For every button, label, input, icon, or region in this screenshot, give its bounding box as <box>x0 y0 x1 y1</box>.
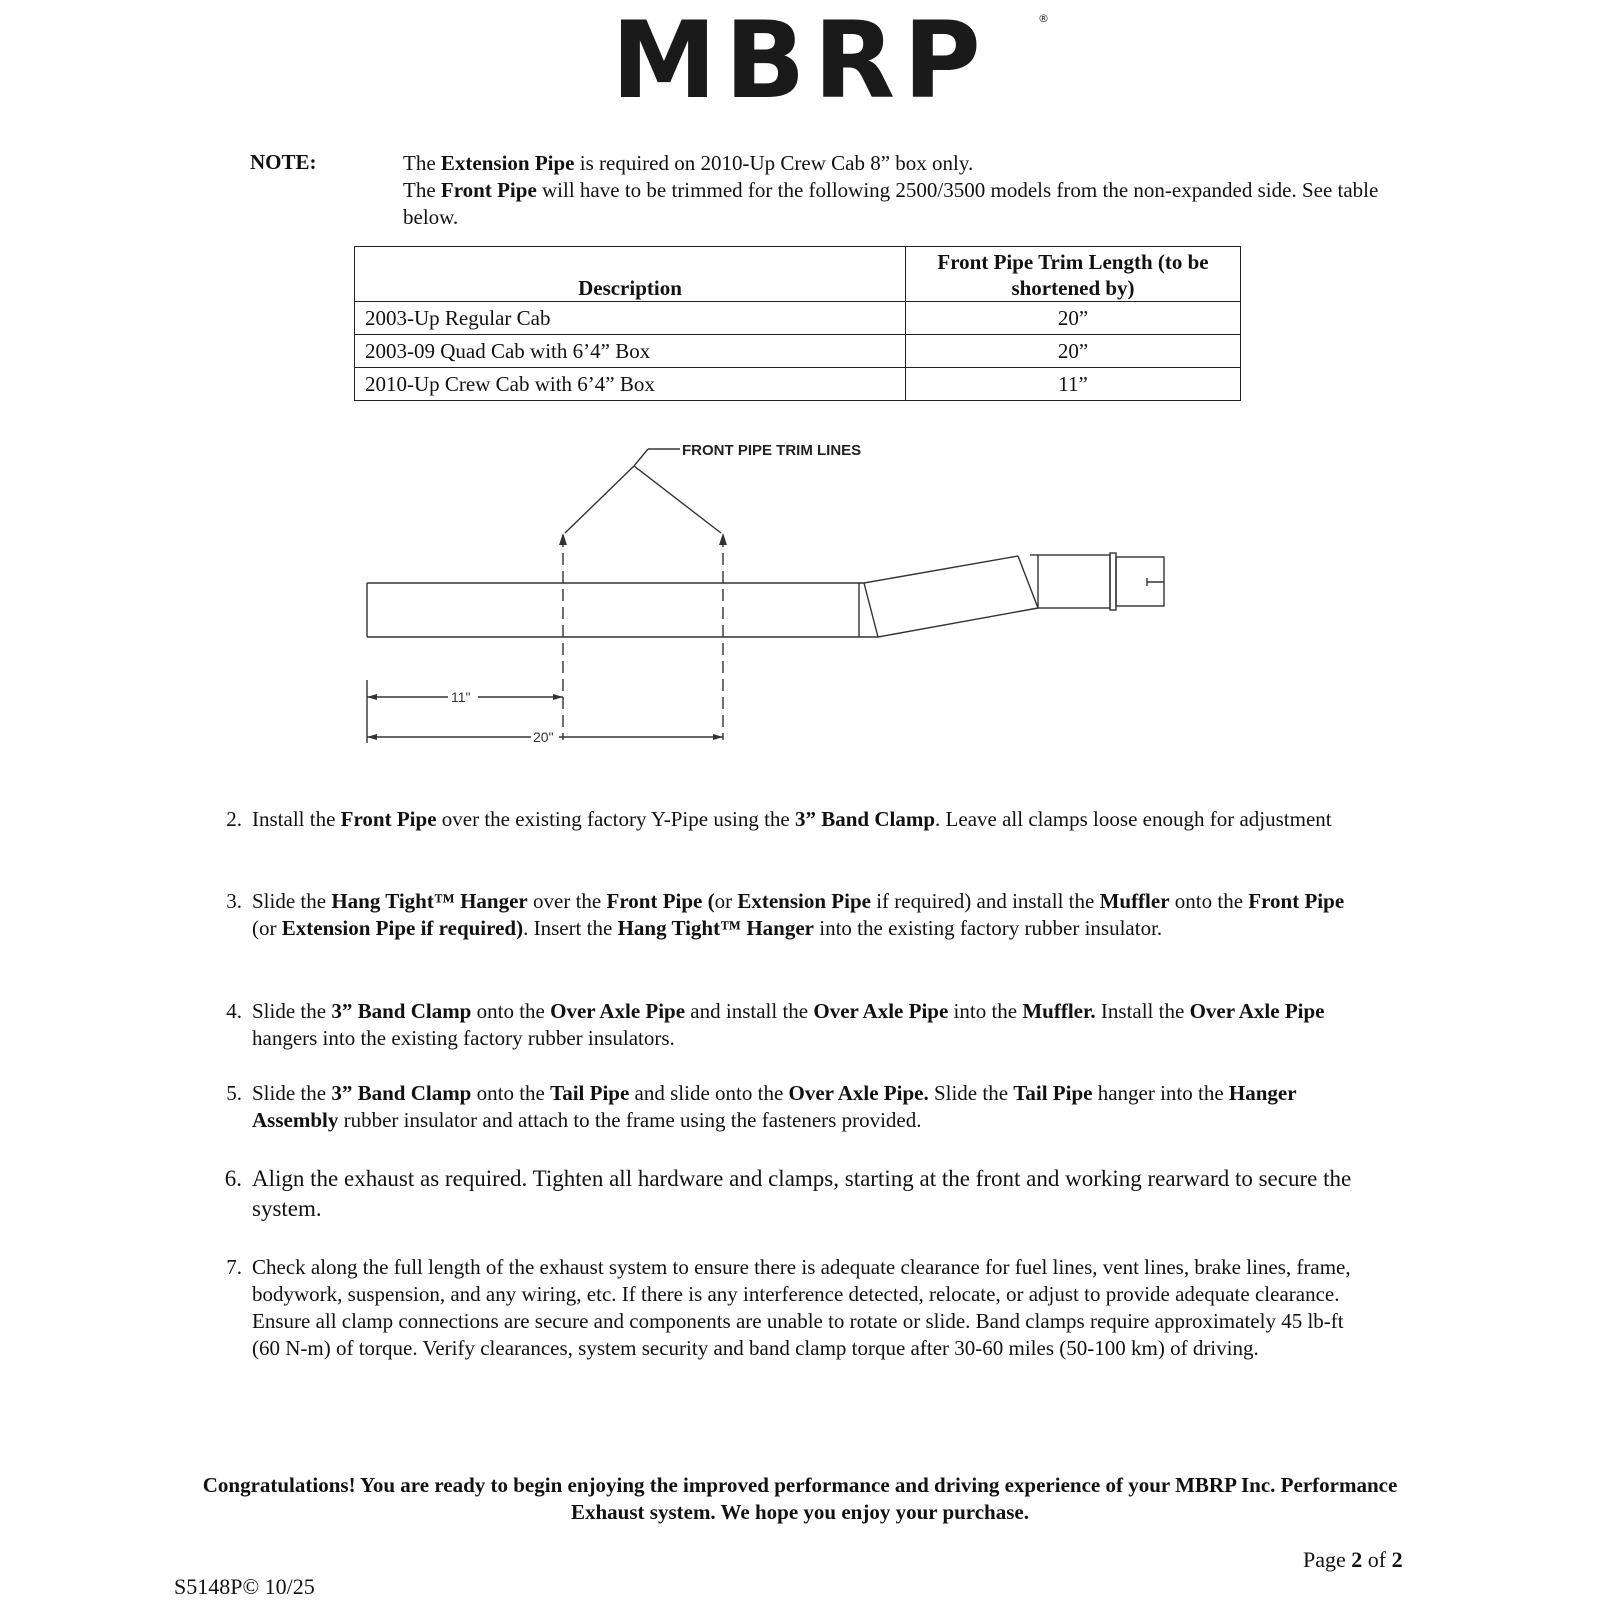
table-cell-description: 2010-Up Crew Cab with 6’4” Box <box>355 368 906 401</box>
table-row <box>355 368 1241 401</box>
front-pipe-diagram <box>0 430 1600 760</box>
document-id: S5148P© 10/25 <box>174 1574 315 1599</box>
step-number: 6. <box>224 1166 242 1191</box>
step-text-run: Slide the <box>252 999 332 1023</box>
step-text-bold: Hanger Assembly <box>252 1081 1297 1132</box>
step-text <box>252 1164 1372 1224</box>
step-text <box>252 998 1372 1052</box>
step-text-run: onto the <box>1169 889 1249 913</box>
step-text-run: into the <box>948 999 1023 1023</box>
step-text <box>252 1080 1372 1134</box>
congratulations-message: Congratulations! You are ready to begin enjoying the improved performance and driving experience of your MBRP Inc. Performance Exhaust system. We hope you enjoy your purchase. <box>202 1473 1398 1524</box>
registered-mark: ® <box>1038 12 1049 25</box>
step-text-bold: Muffler. <box>1022 999 1096 1023</box>
step-text-bold: Front Pipe <box>1248 889 1345 913</box>
step-text <box>252 1254 1372 1362</box>
step-text-run: (or <box>252 916 282 940</box>
step-text-run: Install the <box>1095 999 1190 1023</box>
step-text-bold: Over Axle Pipe. <box>788 1081 929 1105</box>
step-text-bold: 3” Band Clamp <box>331 1081 472 1105</box>
step-number: 5. <box>226 1081 242 1105</box>
step-text-bold: Extension Pipe if required) <box>281 916 524 940</box>
note-line-2: The Front Pipe will have to be trimmed for the following 2500/3500 models from the non-expanded side. See table below. <box>403 178 1379 229</box>
step-number: 3. <box>226 889 242 913</box>
step-text-run: . Insert the <box>523 916 618 940</box>
note-body <box>403 150 1383 231</box>
table-header-description: Description <box>355 247 906 302</box>
mbrp-logo: MBRP <box>611 0 989 122</box>
step-text-run: onto the <box>471 1081 551 1105</box>
arrowhead-20 <box>719 533 727 545</box>
clamp-band <box>1110 553 1116 610</box>
step-text-run: and install the <box>685 999 814 1023</box>
step-text-run: if required) and install the <box>870 889 1100 913</box>
dim-label-11: 11" <box>451 689 471 705</box>
sleeve <box>1038 555 1110 608</box>
step-text-run: Slide the <box>928 1081 1014 1105</box>
step-text-run: Check along the full length of the exhaust system to ensure there is adequate clearance for fuel lines, vent lines, brake lines, frame, bodywork, suspension, and any wiring, etc. If there is any interference detected, relocate, or adjust to provide adequate clearance. Ensure all clamp connections are secure and components are unable to rotate or slide. Band clamps require approximately 45 lb-ft (60 N-m) of torque. Verify clearances, system security and band clamp torque after 30-60 miles (50-100 km) of driving. <box>252 1255 1351 1360</box>
step-text-bold: Front Pipe ( <box>606 889 715 913</box>
note-label: NOTE: <box>250 150 317 174</box>
angled-section <box>859 556 1018 583</box>
step-text-bold: Over Axle Pipe <box>550 999 686 1023</box>
arrowhead-11 <box>559 533 567 545</box>
step-text-bold: Hang Tight™ Hanger <box>617 916 814 940</box>
table-cell-trim: 11” <box>906 368 1241 401</box>
step-text-run: rubber insulator and attach to the frame using the fasteners provided. <box>338 1108 922 1132</box>
step-text-bold: Extension Pipe <box>737 889 871 913</box>
table-header-row <box>355 247 1241 302</box>
table-header-trim-length: Front Pipe Trim Length (to be shortened by) <box>906 247 1241 302</box>
step-text-bold: Muffler <box>1099 889 1170 913</box>
step-text-bold: Tail Pipe <box>1013 1081 1093 1105</box>
step-text-run: or <box>714 889 738 913</box>
step-text-run: onto the <box>471 999 551 1023</box>
table-cell-trim: 20” <box>906 302 1241 335</box>
step-text-run: . Leave all clamps loose enough for adjustment <box>935 807 1332 831</box>
table-cell-trim: 20” <box>906 335 1241 368</box>
step-text-run: Align the exhaust as required. Tighten all hardware and clamps, starting at the front and working rearward to secure the system. <box>252 1166 1352 1221</box>
step-text-bold: Tail Pipe <box>550 1081 630 1105</box>
trim-lines-label: FRONT PIPE TRIM LINES <box>682 442 862 459</box>
table-row <box>355 302 1241 335</box>
step-text-bold: Over Axle Pipe <box>1189 999 1325 1023</box>
table-row <box>355 335 1241 368</box>
step-text-run: over the existing factory Y-Pipe using the <box>436 807 795 831</box>
table-cell-description: 2003-09 Quad Cab with 6’4” Box <box>355 335 906 368</box>
step-text-run: Slide the <box>252 889 332 913</box>
trim-length-table <box>354 246 1241 401</box>
step-text-run: hangers into the existing factory rubber insulators. <box>252 1026 675 1050</box>
step-text <box>252 888 1372 942</box>
step-text-bold: Hang Tight™ Hanger <box>331 889 528 913</box>
step-number: 2. <box>226 807 242 831</box>
step-text-run: and slide onto the <box>629 1081 789 1105</box>
step-text-bold: Front Pipe <box>340 807 437 831</box>
step-text-run: over the <box>527 889 607 913</box>
page-number: Page 2 of 2 <box>1303 1547 1403 1572</box>
step-text <box>252 806 1372 833</box>
step-number: 4. <box>226 999 242 1023</box>
step-text-run: hanger into the <box>1092 1081 1229 1105</box>
note-line-1: The Extension Pipe is required on 2010-Up Crew Cab 8” box only. <box>403 151 974 175</box>
dim-label-20: 20" <box>533 729 554 745</box>
step-text-bold: 3” Band Clamp <box>331 999 472 1023</box>
step-text-bold: 3” Band Clamp <box>795 807 936 831</box>
step-text-run: Install the <box>252 807 341 831</box>
step-text-run: into the existing factory rubber insulator. <box>814 916 1163 940</box>
step-text-bold: Over Axle Pipe <box>813 999 949 1023</box>
step-text-run: Slide the <box>252 1081 332 1105</box>
table-cell-description: 2003-Up Regular Cab <box>355 302 906 335</box>
step-number: 7. <box>226 1255 242 1279</box>
